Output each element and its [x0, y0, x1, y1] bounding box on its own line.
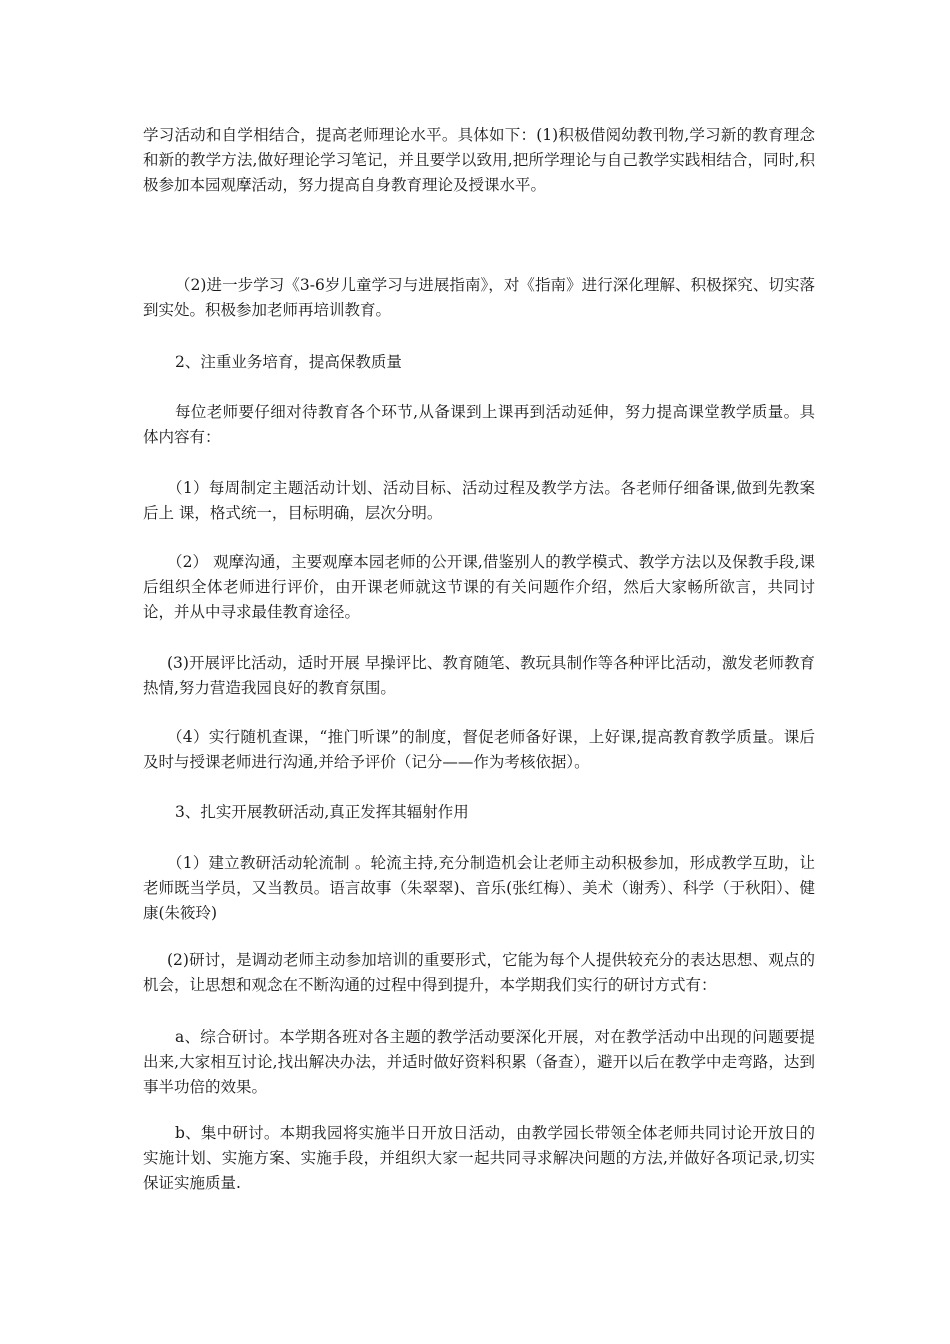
paragraph-research: (2)研讨，是调动老师主动参加培训的重要形式，它能为每个人提供较充分的表达思想、观点的机会，让思想和观念在不断沟通的过程中得到提升，本学期我们实行的研讨方式有： — [143, 951, 815, 994]
paragraph-observation: （2） 观摩沟通，主要观摩本园老师的公开课,借鉴别人的教学模式、教学方法以及保教手段,课后组织全体老师进行评价，由开课老师就这节课的有关问题作介绍，然后大家畅所欲言，共同讨论，并从中寻求最佳教育途径。 — [143, 553, 815, 621]
paragraph-teaching-quality: 每位老师要仔细对待教育各个环节,从备课到上课再到活动延伸，努力提高课堂教学质量。具体内容有： — [143, 403, 815, 446]
paragraph-centralized-research: b、集中研讨。本期我园将实施半日开放日活动，由教学园长带领全体老师共同讨论开放日的实施计划、实施方案、实施手段，并组织大家一起共同寻求解决问题的方法,并做好各项记录,切实保证实施质量. — [143, 1124, 815, 1192]
section-heading-2: 2、注重业务培育，提高保教质量 — [175, 353, 402, 371]
paragraph-comprehensive-research: a、综合研讨。本学期各班对各主题的教学活动要深化开展，对在教学活动中出现的问题要提出来,大家相互讨论,找出解决办法，并适时做好资料积累（备查），避开以后在教学中走弯路，达到事半功倍的效果。 — [143, 1028, 815, 1096]
paragraph-study-theory: 学习活动和自学相结合，提高老师理论水平。具体如下：(1)积极借阅幼教刊物,学习新的教育理念和新的教学方法,做好理论学习笔记，并且要学以致用,把所学理论与自己教学实践相结合，同时,积极参加本园观摩活动，努力提高自身教育理论及授课水平。 — [143, 126, 815, 194]
section-heading-3: 3、扎实开展教研活动,真正发挥其辐射作用 — [175, 803, 469, 821]
paragraph-weekly-plan: （1）每周制定主题活动计划、活动目标、活动过程及教学方法。各老师仔细备课,做到先教案后上 课，格式统一，目标明确，层次分明。 — [143, 479, 815, 522]
paragraph-random-check: （4）实行随机查课，“推门听课”的制度，督促老师备好课，上好课,提高教育教学质量。课后及时与授课老师进行沟通,并给予评价（记分——作为考核依据）。 — [143, 728, 815, 771]
paragraph-evaluation: (3)开展评比活动，适时开展 早操评比、教育随笔、教玩具制作等各种评比活动，激发老师教育热情,努力营造我园良好的教育氛围。 — [143, 654, 815, 697]
paragraph-guide-study: （2)进一步学习《3-6岁儿童学习与进展指南》，对《指南》进行深化理解、积极探究、切实落到实处。积极参加老师再培训教育。 — [143, 276, 815, 319]
paragraph-rotation: （1）建立教研活动轮流制 。轮流主持,充分制造机会让老师主动积极参加，形成教学互助，让老师既当学员，又当教员。语言故事（朱翠翠)、音乐(张红梅）、美术（谢秀）、科学（于秋阳）、健康(朱筱玲) — [143, 854, 815, 922]
